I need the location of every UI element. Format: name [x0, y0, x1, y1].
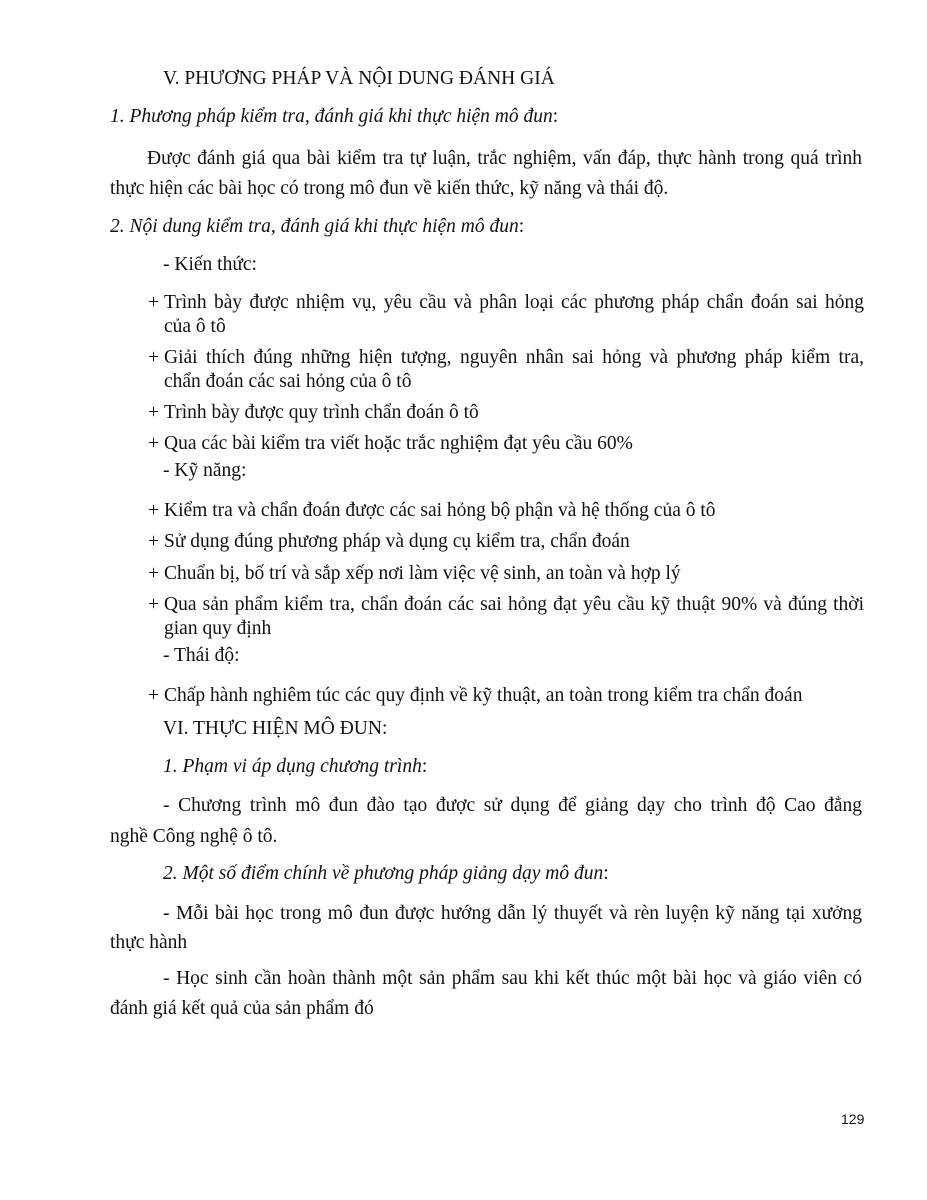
plus-bullet-icon: +: [148, 531, 159, 552]
list-item-text: Kiểm tra và chẩn đoán được các sai hỏng bộ phận và hệ thống của ô tô: [164, 500, 716, 521]
section-6-title: VI. THỰC HIỆN MÔ ĐUN:: [163, 718, 388, 739]
plus-bullet-icon: +: [148, 292, 159, 313]
page-number: 129: [841, 1111, 865, 1127]
list-item-text: của ô tô: [164, 316, 226, 337]
list-item-text: Trình bày được nhiệm vụ, yêu cầu và phân loại các phương pháp chẩn đoán sai hỏng: [164, 292, 864, 313]
list-item-text: Qua các bài kiểm tra viết hoặc trắc nghiệm đạt yêu cầu 60%: [164, 433, 633, 454]
section-5-subheading-2: [110, 214, 524, 240]
section-5-title: V. PHƯƠNG PHÁP VÀ NỘI DUNG ĐÁNH GIÁ: [163, 68, 555, 89]
subheading-colon: :: [421, 756, 428, 777]
subheading-colon: :: [603, 863, 609, 884]
attitude-heading: - Thái độ:: [163, 645, 240, 666]
plus-bullet-icon: +: [148, 402, 159, 423]
plus-bullet-icon: +: [148, 500, 159, 521]
section-6-subheading-2: [163, 861, 609, 887]
plus-bullet-icon: +: [148, 347, 159, 368]
paragraph-line: - Mỗi bài học trong mô đun được hướng dẫn lý thuyết và rèn luyện kỹ năng tại xưởng: [163, 903, 862, 924]
paragraph-line: - Chương trình mô đun đào tạo được sử dụng để giảng dạy cho trình độ Cao đẳng: [163, 795, 862, 816]
list-item-text: Qua sản phẩm kiểm tra, chẩn đoán các sai hỏng đạt yêu cầu kỹ thuật 90% và đúng thời: [164, 594, 864, 615]
paragraph-line: nghề Công nghệ ô tô.: [110, 826, 278, 847]
paragraph-line: thực hành: [110, 932, 188, 953]
section-5-subheading-1: [110, 104, 558, 130]
list-item-text: chẩn đoán các sai hỏng của ô tô: [164, 371, 412, 392]
plus-bullet-icon: +: [148, 433, 159, 454]
subheading-text: 2. Nội dung kiểm tra, đánh giá khi thực hiện mô đun: [110, 216, 519, 237]
list-item-text: Trình bày được quy trình chẩn đoán ô tô: [164, 402, 479, 423]
paragraph-line: thực hiện các bài học có trong mô đun về kiến thức, kỹ năng và thái độ.: [110, 178, 669, 199]
plus-bullet-icon: +: [148, 594, 159, 615]
list-item-text: Chấp hành nghiêm túc các quy định về kỹ thuật, an toàn trong kiểm tra chẩn đoán: [164, 685, 803, 706]
skills-heading: - Kỹ năng:: [163, 460, 247, 481]
list-item-text: Chuẩn bị, bố trí và sắp xếp nơi làm việc vệ sinh, an toàn và hợp lý: [164, 563, 681, 584]
section-6-subheading-1: [163, 754, 427, 780]
subheading-text: 2. Một số điểm chính về phương pháp giảng dạy mô đun: [163, 863, 604, 884]
subheading-text: 1. Phương pháp kiểm tra, đánh giá khi thực hiện mô đun: [110, 106, 553, 127]
paragraph-line: đánh giá kết quả của sản phẩm đó: [110, 998, 374, 1019]
plus-bullet-icon: +: [148, 685, 159, 706]
plus-bullet-icon: +: [148, 563, 159, 584]
subheading-colon: :: [552, 106, 559, 127]
list-item-text: gian quy định: [164, 618, 272, 639]
subheading-colon: :: [518, 216, 525, 237]
paragraph-line: - Học sinh cần hoàn thành một sản phẩm sau khi kết thúc một bài học và giáo viên có: [163, 968, 862, 989]
knowledge-heading: - Kiến thức:: [163, 254, 257, 275]
paragraph-line: Được đánh giá qua bài kiểm tra tự luận, trắc nghiệm, vấn đáp, thực hành trong quá trình: [147, 148, 862, 169]
list-item-text: Giải thích đúng những hiện tượng, nguyên nhân sai hỏng và phương pháp kiểm tra,: [164, 347, 864, 368]
subheading-text: 1. Phạm vi áp dụng chương trình: [163, 756, 422, 777]
list-item-text: Sử dụng đúng phương pháp và dụng cụ kiểm tra, chẩn đoán: [164, 531, 630, 552]
